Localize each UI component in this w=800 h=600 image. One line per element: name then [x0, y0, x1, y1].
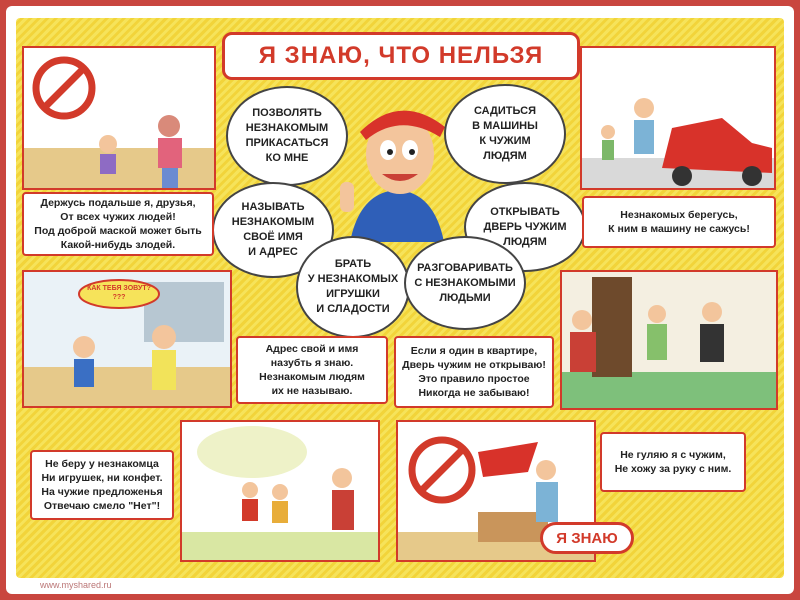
- bubble-toys-sweets: БРАТЬ У НЕЗНАКОМЫХ ИГРУШКИ И СЛАДОСТИ: [296, 236, 410, 338]
- bubble-talk: РАЗГОВАРИВАТЬ С НЕЗНАКОМЫМИ ЛЮДЬМИ: [404, 236, 526, 330]
- mascot-boy-illustration: [330, 92, 464, 242]
- panel-stranger-touch: [22, 46, 216, 190]
- caption-name-address: Адрес свой и имя назубть я знаю. Незнакомым людям их не называю.: [236, 336, 388, 404]
- mascot-boy-icon: [330, 92, 464, 242]
- poster-title-box: [222, 32, 580, 80]
- i-know-badge-text: Я ЗНАЮ: [556, 529, 618, 547]
- bubble-touch: ПОЗВОЛЯТЬ НЕЗНАКОМЫМ ПРИКАСАТЬСЯ КО МНЕ: [226, 86, 348, 186]
- panel-door: [560, 270, 778, 410]
- caption-stranger-touch: Держусь подальше я, друзья, От всех чужих людей! Под доброй маской может быть Какой-нибудь злодей.: [22, 192, 214, 256]
- door-illustration: [562, 272, 778, 410]
- stranger-touch-illustration: [24, 48, 216, 190]
- panel-toys: [180, 420, 380, 562]
- bubble-door: ОТКРЫВАТЬ ДВЕРЬ ЧУЖИМ ЛЮДЯМ: [464, 182, 586, 272]
- panel-car: [580, 46, 776, 190]
- caption-toys: Не беру у незнакомца Ни игрушек, ни конфет. На чужие предложенья Отвечаю смело "Нет"!: [30, 450, 174, 520]
- speech-bubble-text: КАК ТЕБЯ ЗОВУТ? ???: [87, 285, 151, 301]
- poster-title: Я ЗНАЮ, ЧТО НЕЛЬЗЯ: [258, 42, 544, 69]
- bubble-name-address: НАЗЫВАТЬ НЕЗНАКОМЫМ СВОЁ ИМЯ И АДРЕС: [212, 182, 334, 278]
- bubble-car: САДИТЬСЯ В МАШИНЫ К ЧУЖИМ ЛЮДЯМ: [444, 84, 566, 184]
- caption-car: Незнакомых берегусь, К ним в машину не сажусь!: [582, 196, 776, 248]
- car-illustration: [582, 48, 776, 190]
- panel-name-question: [22, 270, 232, 408]
- caption-door: Если я один в квартире, Дверь чужим не открываю! Это правило простое Никогда не забываю!: [394, 336, 554, 408]
- watermark: www.myshared.ru: [40, 580, 112, 590]
- toys-illustration: [182, 422, 380, 562]
- caption-walk: Не гуляю я с чужим, Не хожу за руку с ним.: [600, 432, 746, 492]
- i-know-badge: [540, 522, 634, 554]
